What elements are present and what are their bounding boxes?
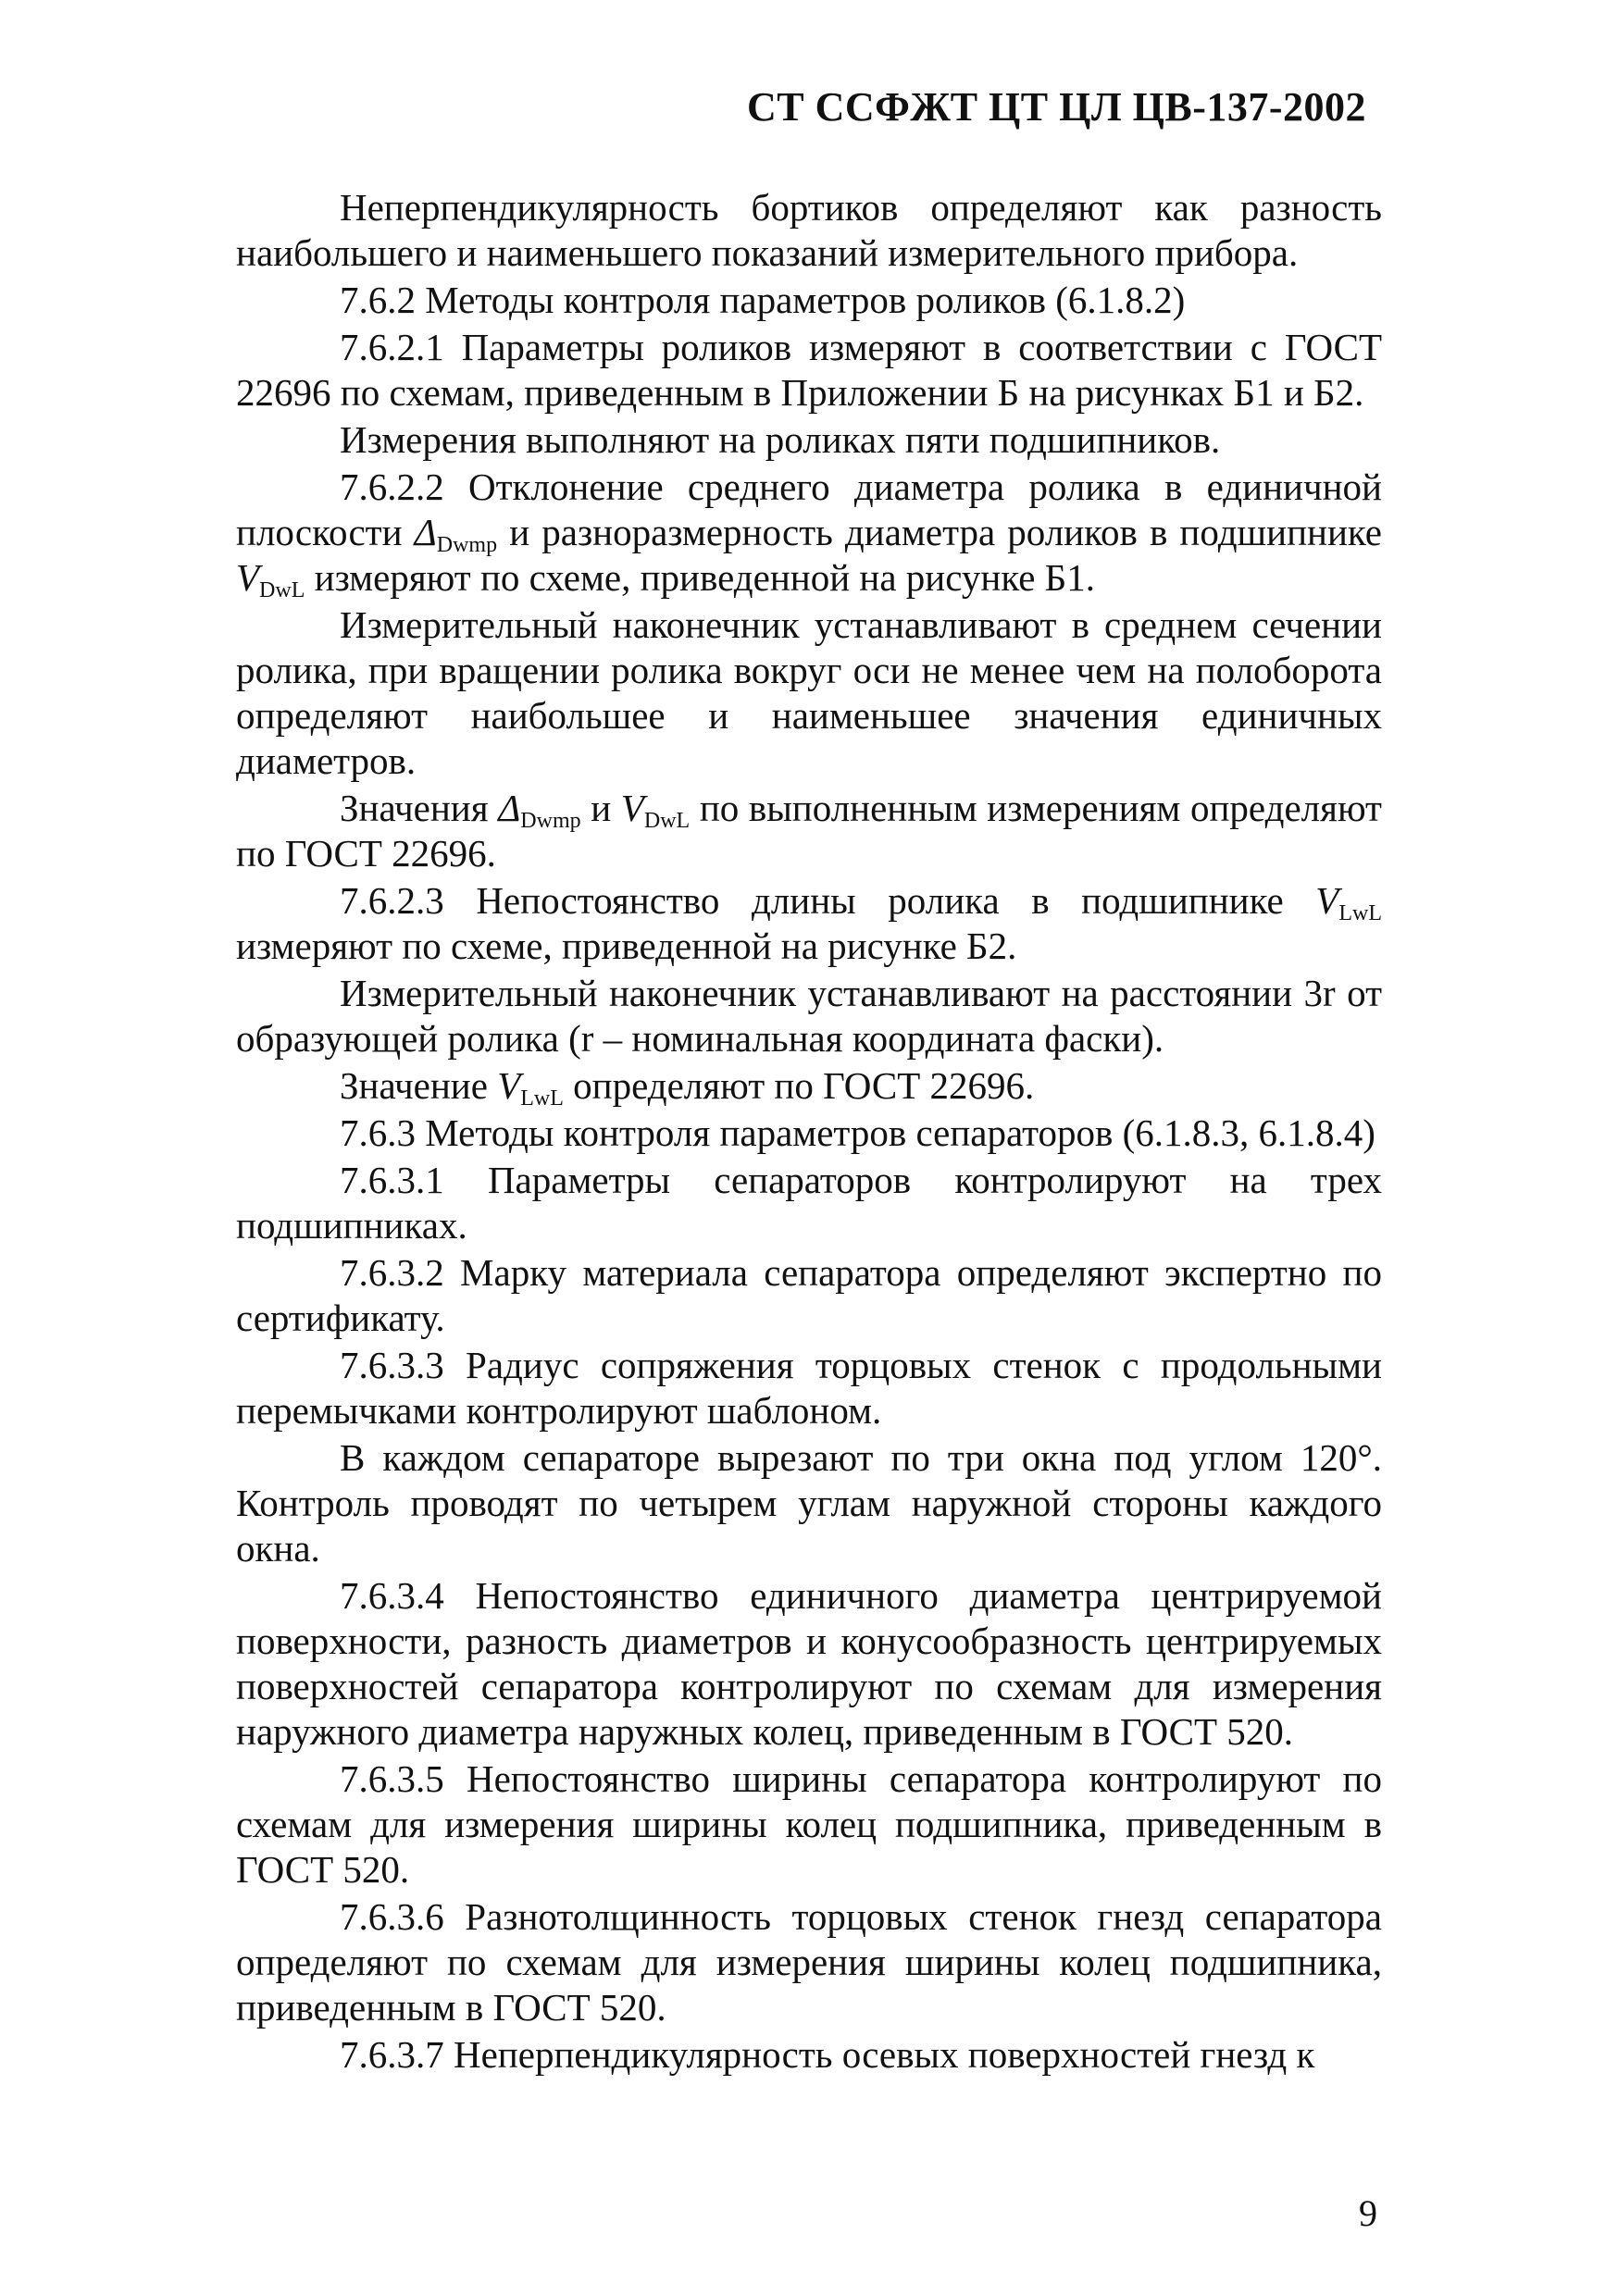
text-fragment: и xyxy=(580,787,621,829)
paragraph-7-6-2-heading: 7.6.2 Методы контроля параметров роликов (6.1.8.2) xyxy=(340,279,1186,321)
subscript-dwmp: Dwmp xyxy=(520,809,581,833)
paragraph-three-windows: В каждом сепараторе вырезают по три окна под углом 120°. Контроль проводят по четырем углам наружной стороны каждого окна. xyxy=(236,1436,1382,1570)
symbol-delta: Δ xyxy=(498,787,521,829)
text-fragment: измеряют по схеме, приведенной на рисунке Б1. xyxy=(305,556,1095,599)
text-fragment: определяют по ГОСТ 22696. xyxy=(563,1064,1035,1107)
text-fragment: и разноразмерность диаметра роликов в подшипнике xyxy=(497,511,1382,553)
subscript-dwl: DwL xyxy=(643,809,691,833)
symbol-v: V xyxy=(620,787,644,829)
paragraph-7-6-3-5: 7.6.3.5 Непостоянство ширины сепаратора контролируют по схемам для измерения ширины колец подшипника, приведенным в ГОСТ 520. xyxy=(236,1757,1382,1891)
paragraph-7-6-3-1: 7.6.3.1 Параметры сепараторов контролируют на трех подшипниках. xyxy=(236,1159,1382,1247)
paragraph-measuring-tip-distance: Измерительный наконечник устанавливают на расстоянии 3r от образующей ролика (r – номинальная координата фаски). xyxy=(236,972,1382,1060)
subscript-lwl: LwL xyxy=(520,1086,564,1111)
symbol-v: V xyxy=(497,1064,521,1107)
paragraph-7-6-3-7: 7.6.3.7 Неперпендикулярность осевых поверхностей гнезд к xyxy=(340,2033,1315,2076)
body-text xyxy=(236,185,1382,2079)
paragraph-7-6-2-3 xyxy=(236,878,1382,969)
paragraph-7-6-3-6: 7.6.3.6 Разнотолщинность торцовых стенок гнезд сепаратора определяют по схемам для измерения ширины колец подшипника, приведенным в ГОСТ 520. xyxy=(236,1895,1382,2029)
text-fragment: Значения xyxy=(340,787,499,829)
paragraph-7-6-3-4: 7.6.3.4 Непостоянство единичного диаметра центрируемой поверхности, разность диаметров и конусообразность центрируемых поверхностей сепаратора контролируют по схемам для измерения наружного диаметра наружных колец, приведенным в ГОСТ 520. xyxy=(236,1574,1382,1753)
paragraph-measurements-five-bearings: Измерения выполняют на роликах пяти подшипников. xyxy=(340,418,1221,461)
text-fragment: 7.6.2.2 Отклонение среднего диаметра ролика в единичной плоскости xyxy=(236,465,1382,553)
text-fragment: Значение xyxy=(340,1064,498,1107)
symbol-delta: Δ xyxy=(414,511,437,553)
paragraph-values-determination xyxy=(236,786,1382,876)
subscript-dwmp: Dwmp xyxy=(436,533,498,557)
paragraph-7-6-2-2 xyxy=(236,465,1382,601)
paragraph-measuring-tip-middle-section: Измерительный наконечник устанавливают в среднем сечении ролика, при вращении ролика вокруг оси не менее чем на полоборота определяют наибольшее и наименьшее значения единичных диаметров. xyxy=(236,603,1382,782)
text-fragment: 7.6.2.3 Непостоянство длины ролика в подшипнике xyxy=(340,879,1316,922)
paragraph-7-6-3-heading: 7.6.3 Методы контроля параметров сепараторов (6.1.8.3, 6.1.8.4) xyxy=(340,1111,1375,1154)
symbol-v: V xyxy=(1315,879,1339,922)
text-fragment: по выполненным измерениям определяют по ГОСТ 22696. xyxy=(236,787,1382,875)
symbol-v: V xyxy=(236,556,260,599)
paragraph-value-vlwl xyxy=(236,1063,1382,1109)
subscript-lwl: LwL xyxy=(1338,901,1382,925)
text-fragment: измеряют по схеме, приведенной на рисунке Б2. xyxy=(236,925,1017,967)
document-code-header: СТ ССФЖТ ЦТ ЦЛ ЦВ-137-2002 xyxy=(746,84,1366,130)
paragraph-7-6-2-1: 7.6.2.1 Параметры роликов измеряют в соответствии с ГОСТ 22696 по схемам, приведенным в Приложении Б на рисунках Б1 и Б2. xyxy=(236,326,1382,414)
page-number: 9 xyxy=(1359,2192,1377,2234)
paragraph-7-6-3-3: 7.6.3.3 Радиус сопряжения торцовых стенок с продольными перемычками контролируют шаблоном. xyxy=(236,1344,1382,1432)
paragraph-perpendicularity: Неперпендикулярность бортиков определяют как разность наибольшего и наименьшего показаний измерительного прибора. xyxy=(236,186,1382,274)
subscript-dwl: DwL xyxy=(259,578,305,602)
paragraph-7-6-3-2: 7.6.3.2 Марку материала сепаратора определяют экспертно по сертификату. xyxy=(236,1251,1382,1339)
